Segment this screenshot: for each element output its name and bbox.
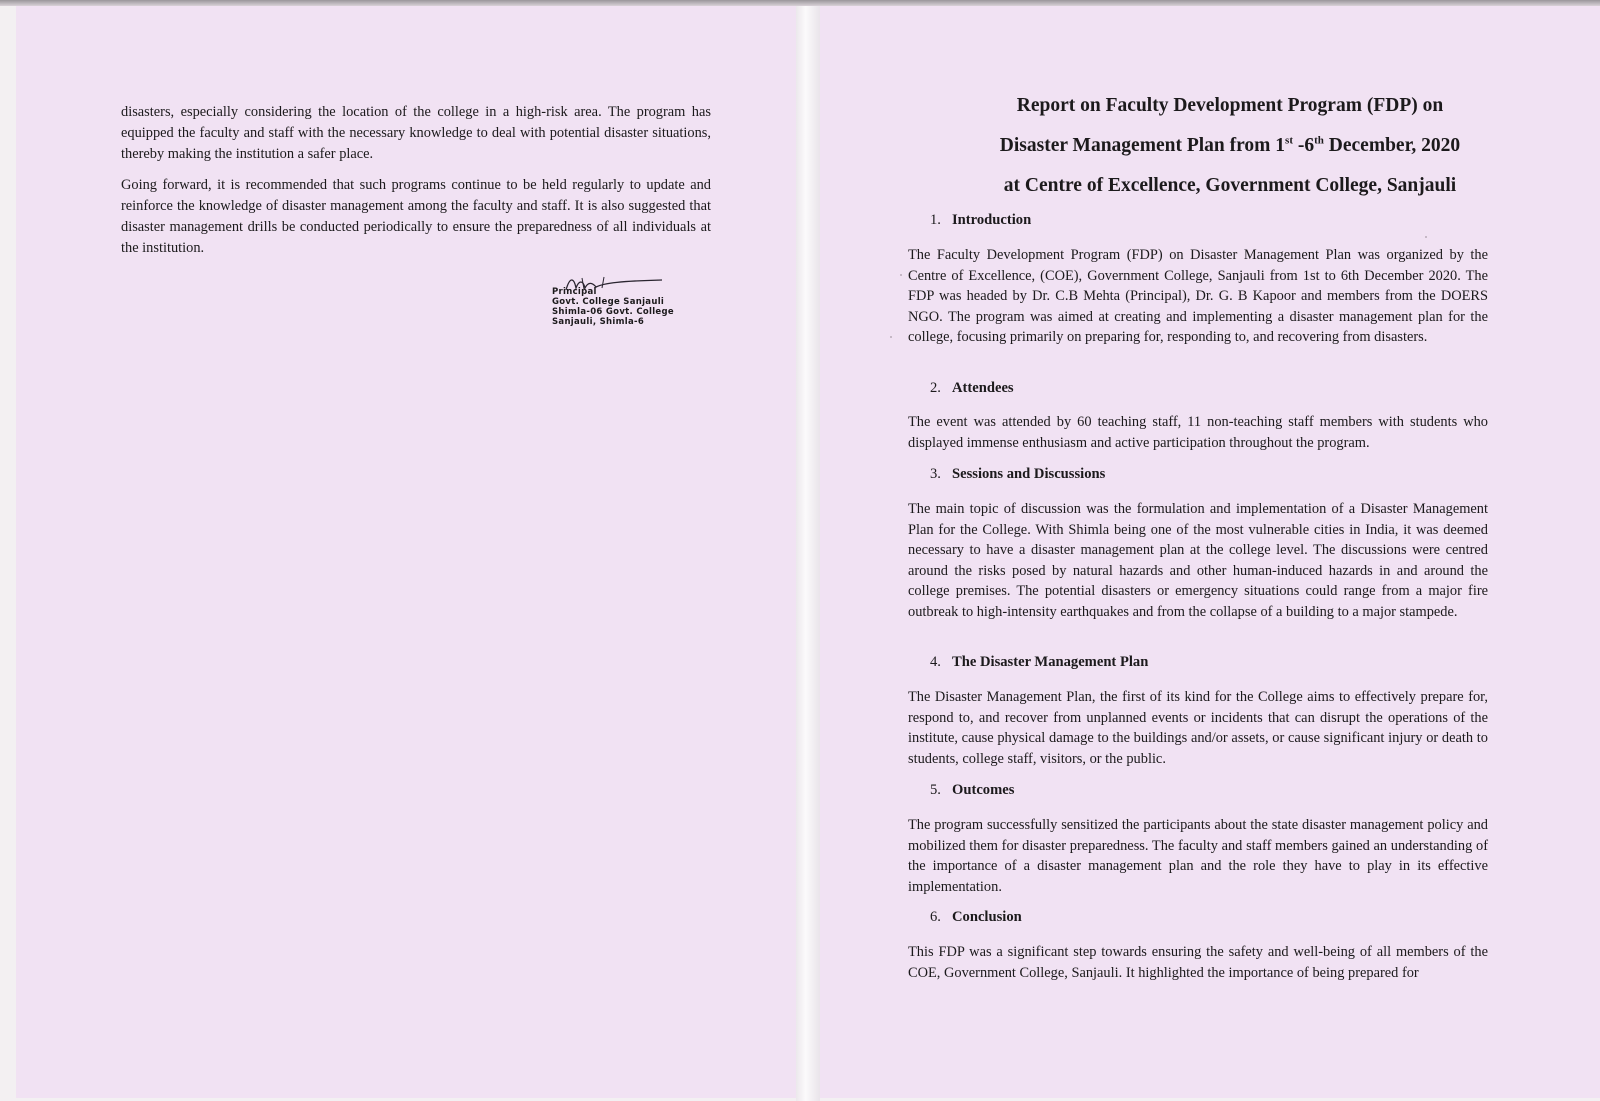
document-page-right [820,6,1600,1098]
section-text: The main topic of discussion was the formulation and implementation of a Disaster Management Plan for the College. With Shimla being one of the most vulnerable cities in India, it was deemed necessary to have a disaster management plan at the college level. The discussions were centred around the risks posed by natural hazards and other human-induced hazards in and around the college premises. The potential disasters or emergency situations could range from a major fire outbreak to high-intensity earthquakes and from the collapse of a building to a major stampede. [908,501,1488,620]
section-heading: 1. Introduction [930,212,1032,228]
stamp-line: Govt. College Sanjauli [552,297,665,307]
section-text: The program successfully sensitized the participants about the state disaster management policy and mobilized them for disaster preparedness. The faculty and staff members gained an understanding of the importance of a disaster management plan and the role they have to play in its effective implementation. [908,817,1488,895]
paragraph: Going forward, it is recommended that such programs continue to be held regularly to update and reinforce the knowledge of disaster management among the faculty and staff. It is also suggested that disaster management drills be conducted periodically to ensure the preparedness of all individuals at the institution. [121,177,711,256]
section-text: This FDP was a significant step towards ensuring the safety and well-being of all members of the COE, Government College, Sanjauli. It highlighted the importance of being prepared for [908,944,1488,981]
report-title-line-3: at Centre of Excellence, Government College, Sanjauli [1003,175,1457,196]
stamp-line: Sanjauli, Shimla-6 [552,317,645,327]
paragraph: disasters, especially considering the location of the college in a high-risk area. The program has equipped the faculty and staff with the necessary knowledge to deal with potential disaster situations, thereby making the institution a safer place. [121,104,711,162]
page-gutter [796,6,820,1101]
section-text: The Disaster Management Plan, the first of its kind for the College aims to effectively prepare for, respond to, and recover from unplanned events or incidents that can disrupt the operations of the institute, cause physical damage to the buildings and/or assets, or cause significant injury or death to students, college staff, visitors, or the public. [908,689,1488,767]
section-heading: 5. Outcomes [930,782,1015,798]
section-text: The Faculty Development Program (FDP) on Disaster Management Plan was organized by the Centre of Excellence, (COE), Government College, Sanjauli from 1st to 6th December 2020. The FDP was headed by Dr. C.B Mehta (Principal), Dr. G. B Kapoor and members from the DOERS NGO. The program was aimed at creating and implementing a disaster management plan for the college, focusing primarily on preparing for, responding to, and recovering from disasters. [908,247,1488,346]
section-text: The event was attended by 60 teaching staff, 11 non-teaching staff members with students who displayed immense enthusiasm and active participation throughout the program. [908,414,1488,451]
document-page-left [16,6,796,1098]
stamp-line: Shimla-06 Govt. College [552,307,674,317]
section-heading: 4. The Disaster Management Plan [930,654,1149,670]
left-page-body [121,102,711,270]
section-heading: 6. Conclusion [930,909,1022,925]
principal-signature-stamp [552,274,702,334]
report-title-line-2: Disaster Management Plan from 1st -6th December, 2020 [999,134,1461,156]
scan-speck [900,274,902,276]
report-title-line-1: Report on Faculty Development Program (FDP) on [1016,95,1444,116]
scan-speck [890,336,892,338]
stamp-line: Principal [552,287,597,297]
scan-speck [1425,236,1427,238]
section-heading: 3. Sessions and Discussions [930,466,1106,482]
section-heading: 2. Attendees [930,380,1014,396]
